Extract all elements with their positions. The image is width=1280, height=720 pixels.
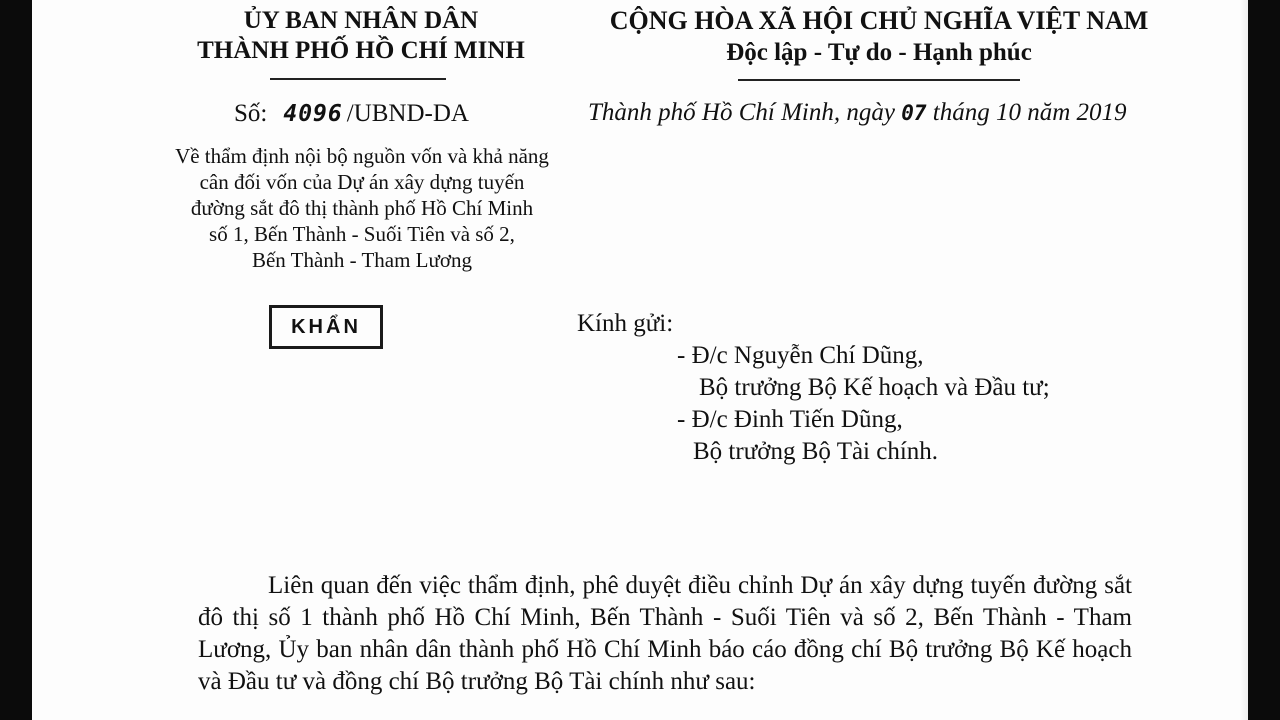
document-number [234,99,469,129]
document-number-handwritten: 4096 [283,101,343,127]
urgent-stamp: KHẨN [269,305,383,349]
subject-line: cân đối vốn của Dự án xây dựng tuyến [199,170,525,194]
recipient-line: Bộ trưởng Bộ Tài chính. [693,438,939,465]
subject-line: Về thẩm định nội bộ nguồn vốn và khả năng [175,144,549,168]
dateline-day-handwritten: 07 [901,101,927,125]
recipients-greeting: Kính gửi: [577,310,674,337]
document-page [32,0,1248,720]
agency-line-1: ỦY BAN NHÂN DÂN [243,7,479,34]
motto-underline [738,79,1020,81]
document-number-label: Số: [234,100,268,127]
subject-line: Bến Thành - Tham Lương [251,248,472,272]
recipient-line: Bộ trưởng Bộ Kế hoạch và Đầu tư; [699,374,1050,401]
issuing-agency [178,6,544,66]
recipient-line: - Đ/c Đinh Tiến Dũng, [677,406,903,433]
body-paragraph: Liên quan đến việc thẩm định, phê duyệt điều chỉnh Dự án xây dựng tuyến đường sắt đô thị số 1 thành phố Hồ Chí Minh, Bến Thành - Suối Tiên và số 2, Bến Thành - Tham Lương, Ủy ban nhân dân thành phố Hồ Chí Minh báo cáo đồng chí Bộ trưởng Bộ Kế hoạch và Đầu tư và đồng chí Bộ trưởng Bộ Tài chính như sau: [198,572,1132,695]
dateline [588,98,1127,128]
dateline-prefix: Thành phố Hồ Chí Minh, ngày [588,99,895,126]
subject-line: đường sắt đô thị thành phố Hồ Chí Minh [190,196,534,220]
recipients-block [577,308,1050,468]
body-text [198,570,1132,698]
agency-underline [270,78,446,80]
national-motto: Độc lập - Tự do - Hạnh phúc [726,39,1032,66]
recipient-line: - Đ/c Nguyễn Chí Dũng, [677,342,924,369]
subject-line: số 1, Bến Thành - Suối Tiên và số 2, [209,222,515,246]
document-number-suffix: /UBND-DA [346,100,469,127]
document-subject [144,143,580,273]
dateline-suffix: tháng 10 năm 2019 [932,99,1127,126]
national-title: CỘNG HÒA XÃ HỘI CHỦ NGHĨA VIỆT NAM [609,6,1149,35]
agency-line-2: THÀNH PHỐ HỒ CHÍ MINH [197,37,525,64]
